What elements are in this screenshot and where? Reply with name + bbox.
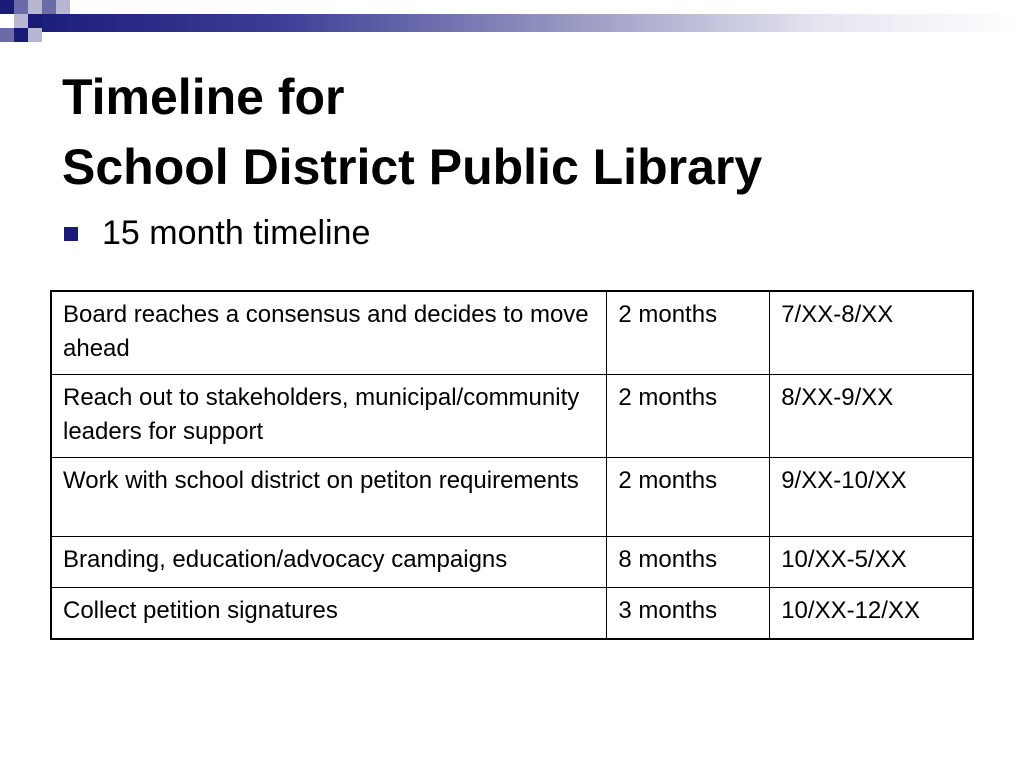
decor-square bbox=[42, 0, 56, 14]
task-cell: Reach out to stakeholders, municipal/community leaders for support bbox=[51, 375, 607, 458]
decor-square bbox=[14, 28, 28, 42]
square-bullet-icon bbox=[64, 227, 78, 241]
task-cell: Board reaches a consensus and decides to move ahead bbox=[51, 291, 607, 375]
bullet-item bbox=[64, 214, 370, 253]
decor-square bbox=[0, 0, 14, 14]
dates-cell: 8/XX-9/XX bbox=[770, 375, 973, 458]
dates-cell: 10/XX-5/XX bbox=[770, 537, 973, 588]
title-line-2: School District Public Library bbox=[62, 139, 763, 195]
decorative-header-band bbox=[0, 0, 1024, 40]
decor-square bbox=[28, 28, 42, 42]
duration-cell: 2 months bbox=[607, 458, 770, 537]
decor-square bbox=[28, 0, 42, 14]
table-row bbox=[51, 375, 973, 458]
task-cell: Work with school district on petiton requirements bbox=[51, 458, 607, 537]
gradient-bar bbox=[30, 14, 1024, 32]
task-cell: Branding, education/advocacy campaigns bbox=[51, 537, 607, 588]
table-row bbox=[51, 588, 973, 640]
duration-cell: 8 months bbox=[607, 537, 770, 588]
timeline-table bbox=[50, 290, 974, 640]
duration-cell: 3 months bbox=[607, 588, 770, 640]
task-cell: Collect petition signatures bbox=[51, 588, 607, 640]
dates-cell: 9/XX-10/XX bbox=[770, 458, 973, 537]
slide-title bbox=[62, 62, 762, 202]
table-row bbox=[51, 458, 973, 537]
title-line-1: Timeline for bbox=[62, 69, 345, 125]
decor-square bbox=[14, 14, 28, 28]
bullet-text: 15 month timeline bbox=[102, 214, 371, 252]
decor-square bbox=[14, 0, 28, 14]
table-row bbox=[51, 291, 973, 375]
dates-cell: 7/XX-8/XX bbox=[770, 291, 973, 375]
decor-square bbox=[0, 28, 14, 42]
table-row bbox=[51, 537, 973, 588]
decor-square bbox=[28, 14, 42, 28]
duration-cell: 2 months bbox=[607, 291, 770, 375]
decor-square bbox=[56, 0, 70, 14]
dates-cell: 10/XX-12/XX bbox=[770, 588, 973, 640]
duration-cell: 2 months bbox=[607, 375, 770, 458]
